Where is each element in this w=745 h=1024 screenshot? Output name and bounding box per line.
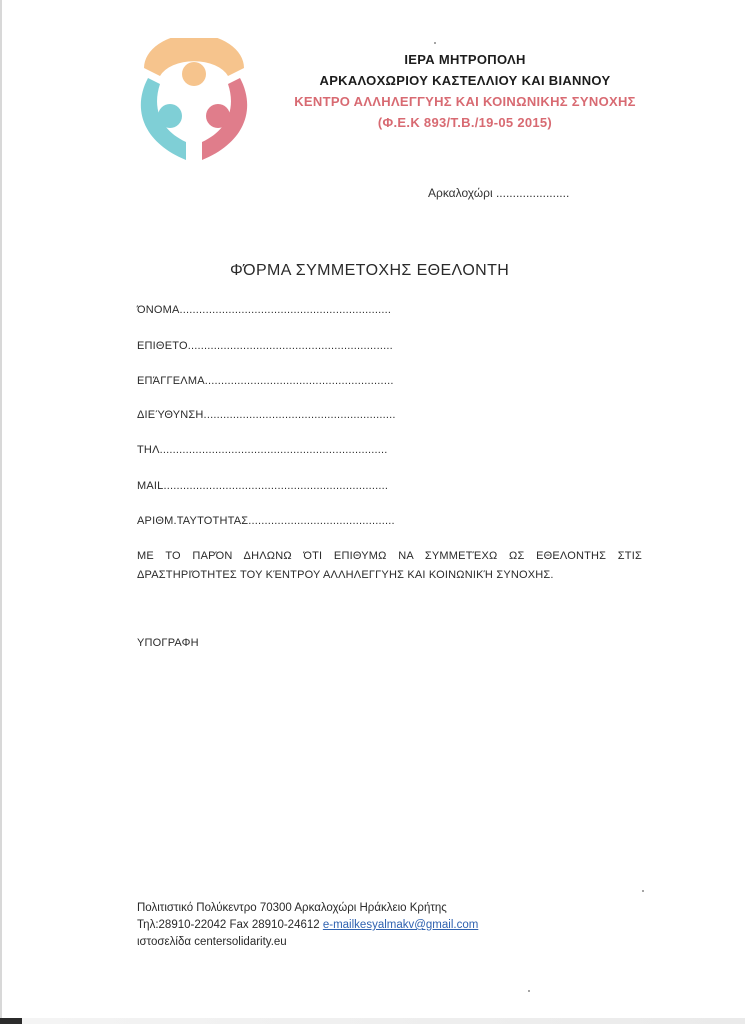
scan-speck <box>434 42 436 44</box>
footer-phones-line <box>137 917 478 934</box>
footer-address: Πολιτιστικό Πολύκεντρο 70300 Αρκαλοχώρι Ηράκλειο Κρήτης <box>137 902 447 914</box>
field-email[interactable]: MAIL..................................................................... <box>137 480 389 492</box>
scan-edge-bottom <box>0 1018 745 1024</box>
form-title: ΦΌΡΜΑ ΣΥΜΜΕΤΟΧΗΣ ΕΘΕΛΟΝΤΗ <box>230 262 510 279</box>
signature-label: ΥΠΟΓΡΑΦΗ <box>137 637 199 649</box>
header-line-diocese: ΑΡΚΑΛΟΧΩΡΙΟΥ ΚΑΣΤΕΛΛΙΟΥ ΚΑΙ ΒΙΑΝΝΟΥ <box>319 73 611 88</box>
logo-orange-head <box>182 62 206 86</box>
header-line-center: ΚΕΝΤΡΟ ΑΛΛΗΛΕΓΓΥΗΣ ΚΑΙ ΚΟΙΝΩΝΙΚΗΣ ΣΥΝΟΧΗΣ <box>294 94 636 109</box>
organization-header <box>270 52 660 130</box>
header-line-metropolis: ΙΕΡΑ ΜΗΤΡΟΠΟΛΗ <box>404 52 526 67</box>
logo-pink-head <box>206 104 230 128</box>
field-profession[interactable]: ΕΠΆΓΓΕΛΜΑ.......................................................... <box>137 375 394 387</box>
field-address[interactable]: ΔΙΕΎΘΥΝΣΗ........................................................... <box>137 409 396 421</box>
logo-teal-head <box>158 104 182 128</box>
scan-edge-left <box>0 0 2 1024</box>
solidarity-logo-icon <box>138 38 250 162</box>
declaration-text: ΜΕ ΤΟ ΠΑΡΌΝ ΔΗΛΩΝΩ ΌΤΙ ΕΠΙΘΥΜΩ ΝΑ ΣΥΜΜΕΤΈΧΩ ΩΣ ΕΘΕΛΟΝΤΗΣ ΣΤΙΣ ΔΡΑΣΤΗΡΙΌΤΗΤΕΣ ΤΟΥ ΚΈΝΤΡΟΥ ΑΛΛΗΛΕΓΓΥΗΣ ΚΑΙ ΚΟΙΝΩΝΙΚΉ ΣΥΝΟΧΗΣ. <box>137 550 642 581</box>
footer-website: ιστοσελίδα centersolidarity.eu <box>137 936 287 948</box>
field-id-number[interactable]: ΑΡΙΘΜ.ΤΑΥΤΟΤΗΤΑΣ............................................. <box>137 515 395 527</box>
footer-contact <box>137 900 478 951</box>
field-name[interactable]: ΌΝΟΜΑ................................................................. <box>137 304 392 316</box>
scan-speck <box>528 990 530 992</box>
header-line-gazette: (Φ.Ε.Κ 893/Τ.Β./19-05 2015) <box>377 115 553 130</box>
footer-phones: Τηλ:28910-22042 Fax 28910-24612 <box>137 919 323 931</box>
footer-email-link[interactable]: e-mailkesyalmakv@gmail.com <box>322 919 479 931</box>
scan-speck <box>642 890 644 892</box>
place-date-field[interactable]: Αρκαλοχώρι ...................... <box>428 186 570 200</box>
field-surname[interactable]: ΕΠΙΘΕΤΟ............................................................... <box>137 340 393 352</box>
field-phone[interactable]: ΤΗΛ...................................................................... <box>137 444 388 456</box>
